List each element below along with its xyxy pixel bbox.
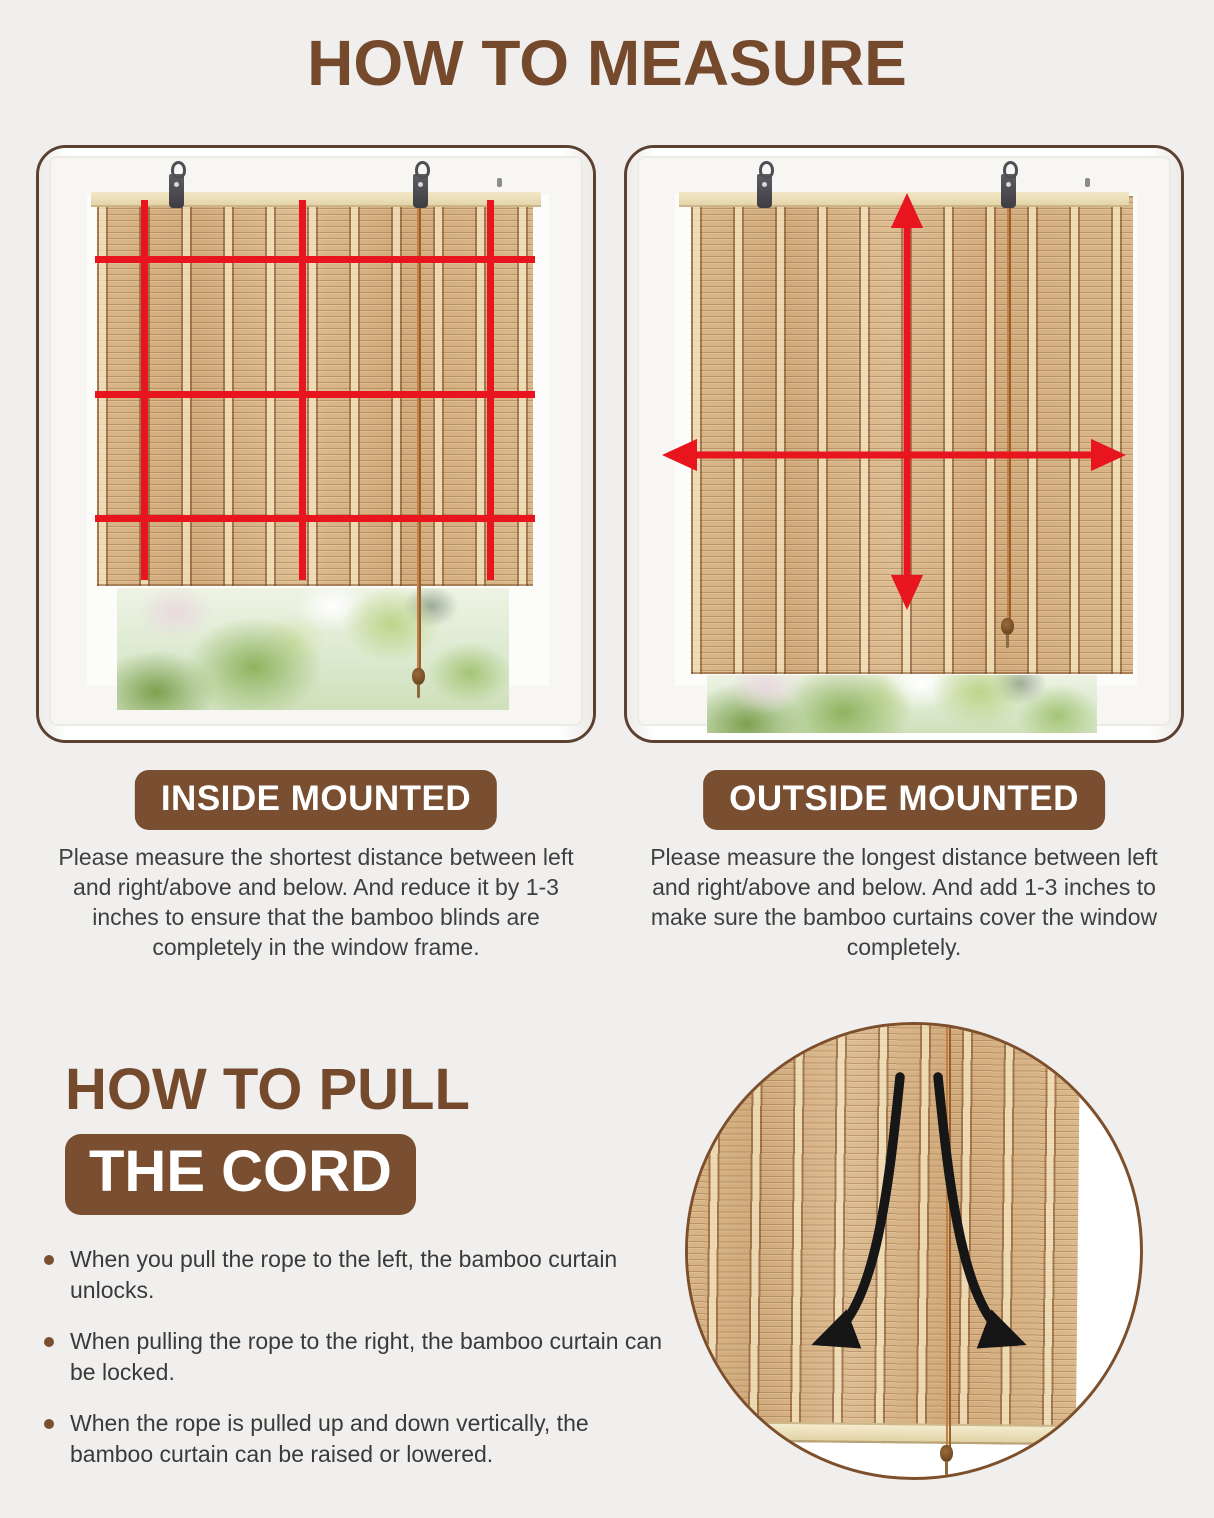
nail-icon xyxy=(497,178,502,187)
window-scene xyxy=(39,148,593,740)
blind-headrail xyxy=(91,192,541,207)
cord-detail-photo xyxy=(685,1022,1143,1480)
window-view-greenery xyxy=(117,588,509,710)
list-item: When the rope is pulled up and down vertically, the bamboo curtain can be raised or lowered. xyxy=(42,1408,672,1470)
inside-mounted-badge: INSIDE MOUNTED xyxy=(135,770,497,830)
page-title: HOW TO MEASURE xyxy=(307,27,907,99)
inside-mounted-photo xyxy=(36,145,596,743)
cord-bead xyxy=(412,668,425,685)
pull-cord xyxy=(417,192,421,672)
pull-heading-highlight: THE CORD xyxy=(65,1134,416,1215)
pull-instructions-list xyxy=(42,1244,672,1490)
outside-mounted-photo xyxy=(624,145,1184,743)
pull-direction-arrows xyxy=(688,1025,1143,1480)
mounting-bracket-icon xyxy=(413,174,428,208)
list-item: When pulling the rope to the right, the bamboo curtain can be locked. xyxy=(42,1326,672,1388)
list-item: When you pull the rope to the left, the bamboo curtain unlocks. xyxy=(42,1244,672,1306)
outside-mounted-description: Please measure the longest distance between left and right/above and below. And add 1-3 inches to make sure the bamboo curtains cover the window completely. xyxy=(650,844,1158,960)
inside-mounted-description: Please measure the shortest distance between left and right/above and below. And reduce it by 1-3 inches to ensure that the bamboo blinds are completely in the window frame. xyxy=(58,844,574,960)
pull-right-arrow xyxy=(938,1077,1016,1341)
window-scene xyxy=(627,148,1181,740)
pull-left-arrow xyxy=(822,1077,900,1341)
outside-mounted-badge: OUTSIDE MOUNTED xyxy=(703,770,1105,830)
measure-cross-arrows xyxy=(627,148,1184,743)
pull-heading: HOW TO PULL xyxy=(65,1057,470,1122)
mounting-bracket-icon xyxy=(169,174,184,208)
